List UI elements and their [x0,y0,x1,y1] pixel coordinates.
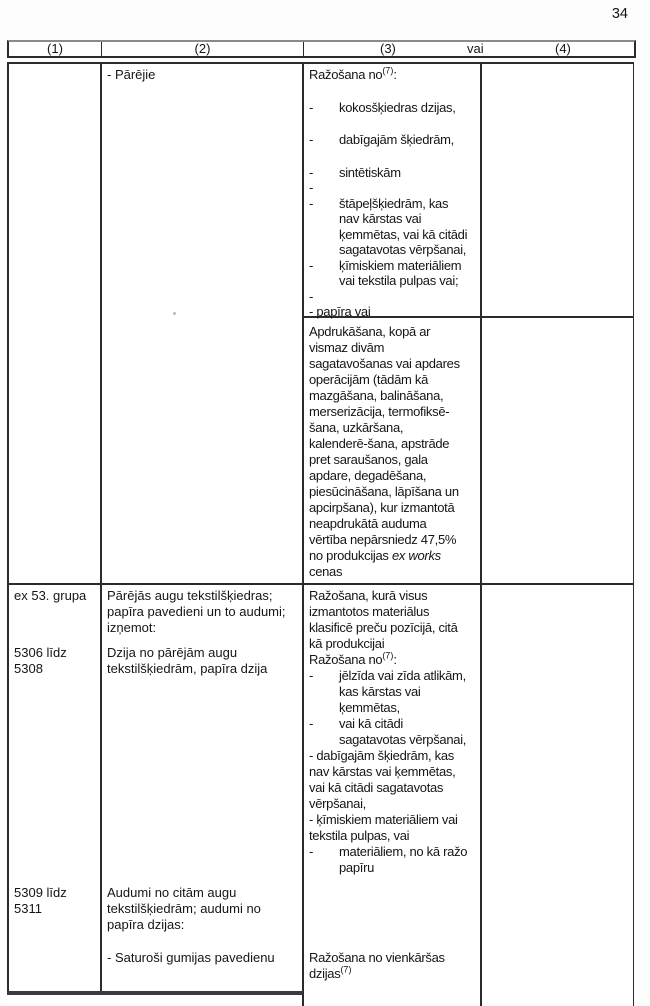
bullet-item: - sintētiskām [309,164,401,180]
text-line: mazgāšana, balināšana, [309,388,444,403]
text-line: - ķīmiskiem materiāliem vai [309,812,458,827]
cell-r2-c2-d [107,950,300,966]
text-line: vērpšanai, [309,796,366,811]
header-col-1: (1) [9,42,102,56]
bullet-item: - materiāliem, no kā ražo [309,844,468,859]
bullet-dash: - [309,716,314,731]
cell-r1-c2 [107,67,295,83]
text-line: - dabīgajām šķiedrām, kas [309,748,454,763]
bullet-item: - dabīgajām šķiedrām, [309,132,454,147]
text-line: Ražošana $no^{(7)}$: [309,650,397,667]
text-line: kas kārstas vai [339,684,421,699]
header-col-2: (2) [102,42,304,56]
cell-r2-c1-5309 [14,885,98,917]
text-line: papīra dzijas: [107,917,185,932]
text-line: Pārējās augu tekstilšķiedras; [107,588,273,603]
text-line: ķemmētas, [339,700,400,715]
text-line: no produkcijas ex works [309,548,441,563]
text-line: kalenderē-šana, apstrāde [309,436,450,451]
bullet-item: - ķīmiskiem materiāliem [309,257,462,273]
text-line: merserizācija, termofiksē- [309,404,450,419]
text-line: pret saraušanos, gala [309,452,428,467]
table-border-bottom [7,991,303,995]
text-line: kā produkcijai [309,636,385,651]
cell-r1-c3-bottom [309,324,479,580]
hs-code: 5306 līdz [14,645,67,660]
bullet-item: - vai kā citādi [309,716,404,731]
header-col-4: (4) [555,41,571,56]
bullet-dash: - [309,257,314,273]
cell-r2-c1-group [14,588,98,604]
hs-code: 5308 [14,661,43,676]
text-line: Ražošana $no^{(7)}$: [309,65,397,82]
bullet-dash: - [309,844,314,859]
text-line: papīru [339,860,375,875]
text-line: neapdrukātā auduma [309,516,427,531]
column-divider-3-4 [480,62,482,1006]
hs-code: ex 53. grupa [14,588,87,603]
text-line: izmantotos materiālus [309,604,430,619]
bullet-dash: - [309,180,314,195]
text-line: Ražošana no vienkāršas [309,950,445,965]
cell-r2-c2-c [107,885,300,933]
text-line: - Pārējie [107,67,156,82]
bullet-dash: - [309,164,314,180]
text-line: sagatavotas vērpšanai, [339,242,467,257]
text-line: operācijām (tādām kā [309,372,428,387]
row-divider-full [7,583,634,585]
text-line: nav kārstas vai [339,211,422,226]
column-divider-2-3 [302,62,304,1006]
text-line: cenas [309,564,343,579]
bullet-item: - štāpeļšķiedrām, kas [309,195,449,211]
cell-r1-c3-top [309,67,477,320]
bullet-item: - jēlzīda vai zīda atlikām, [309,668,466,683]
cell-r2-c1-5306 [14,645,98,677]
text-line: papīra pavedieni un to audumi; [107,604,286,619]
bullet-dash: - [309,288,314,304]
page-number: 34 [611,6,628,22]
footnote-ref-7: (7) [382,65,394,76]
text-line: Apdrukāšana, kopā ar [309,324,431,339]
header-col-3: (3) [380,41,396,56]
text-line: tekstilšķiedrām, papīra dzija [107,661,268,676]
text-line: vērtība nepārsniedz 47,5% [309,532,457,547]
text-line: Ražošana, kurā visus [309,588,428,603]
bullet-dash: - [309,132,314,147]
table-border-top [7,62,634,64]
ex-works-italic: ex works [391,548,441,563]
text-line: - papīra vai [309,304,371,319]
hs-code: 5311 [14,901,42,916]
text-line: vai tekstila pulpas vai; [339,273,459,288]
bullet-dash: - [309,99,314,115]
text-line: vai kā citādi sagatavotas [309,780,444,795]
cell-r2-c3-main [309,588,479,876]
header-or-label: vai [467,41,484,56]
text-line: apcirpšana), kur izmantotā [309,500,455,515]
hs-code: 5309 līdz [14,885,67,900]
text-line: vismaz divām [309,340,385,355]
bullet-dash: - [309,668,314,683]
table-border-left [7,62,9,993]
text-line: nav kārstas vai ķemmētas, [309,764,456,779]
origin-rules-table [7,62,634,1006]
footnote-ref-7: (7) [340,964,352,975]
text-line: sagatavošanas vai apdares [309,356,460,371]
footnote-ref-7: (7) [382,650,394,661]
cell-r2-c2-a [107,588,300,636]
column-divider-1-2 [100,62,102,993]
text-line: piesūcināšana, lāpīšana un [309,484,459,499]
text-line: dzijas$^{(7)}$ [309,964,352,981]
text-line: ķemmētas, vai kā citādi [339,226,468,242]
bullet-item: - kokosšķiedras dzijas, [309,99,456,115]
text-line: izņemot: [107,620,157,635]
bullet-dash: - [309,195,314,211]
text-line: tekstila pulpas, vai [309,828,410,843]
text-line: klasificē preču pozīcijā, citā [309,620,458,635]
text-line: Audumi no citām augu [107,885,237,900]
text-line: šana, uzkāršana, [309,420,404,435]
cell-r2-c3-d [309,950,479,982]
scan-artifact-dot [173,312,176,315]
text-line: Dzija no pārējām augu [107,645,238,660]
text-line: apdare, degadēšana, [309,468,427,483]
cell-r2-c2-b [107,645,300,677]
text-line: tekstilšķiedrām; audumi no [107,901,261,916]
text-line: sagatavotas vērpšanai, [339,732,467,747]
table-border-right [633,62,635,1006]
text-line: - Saturoši gumijas pavedienu [107,950,275,965]
table-header [7,40,636,58]
